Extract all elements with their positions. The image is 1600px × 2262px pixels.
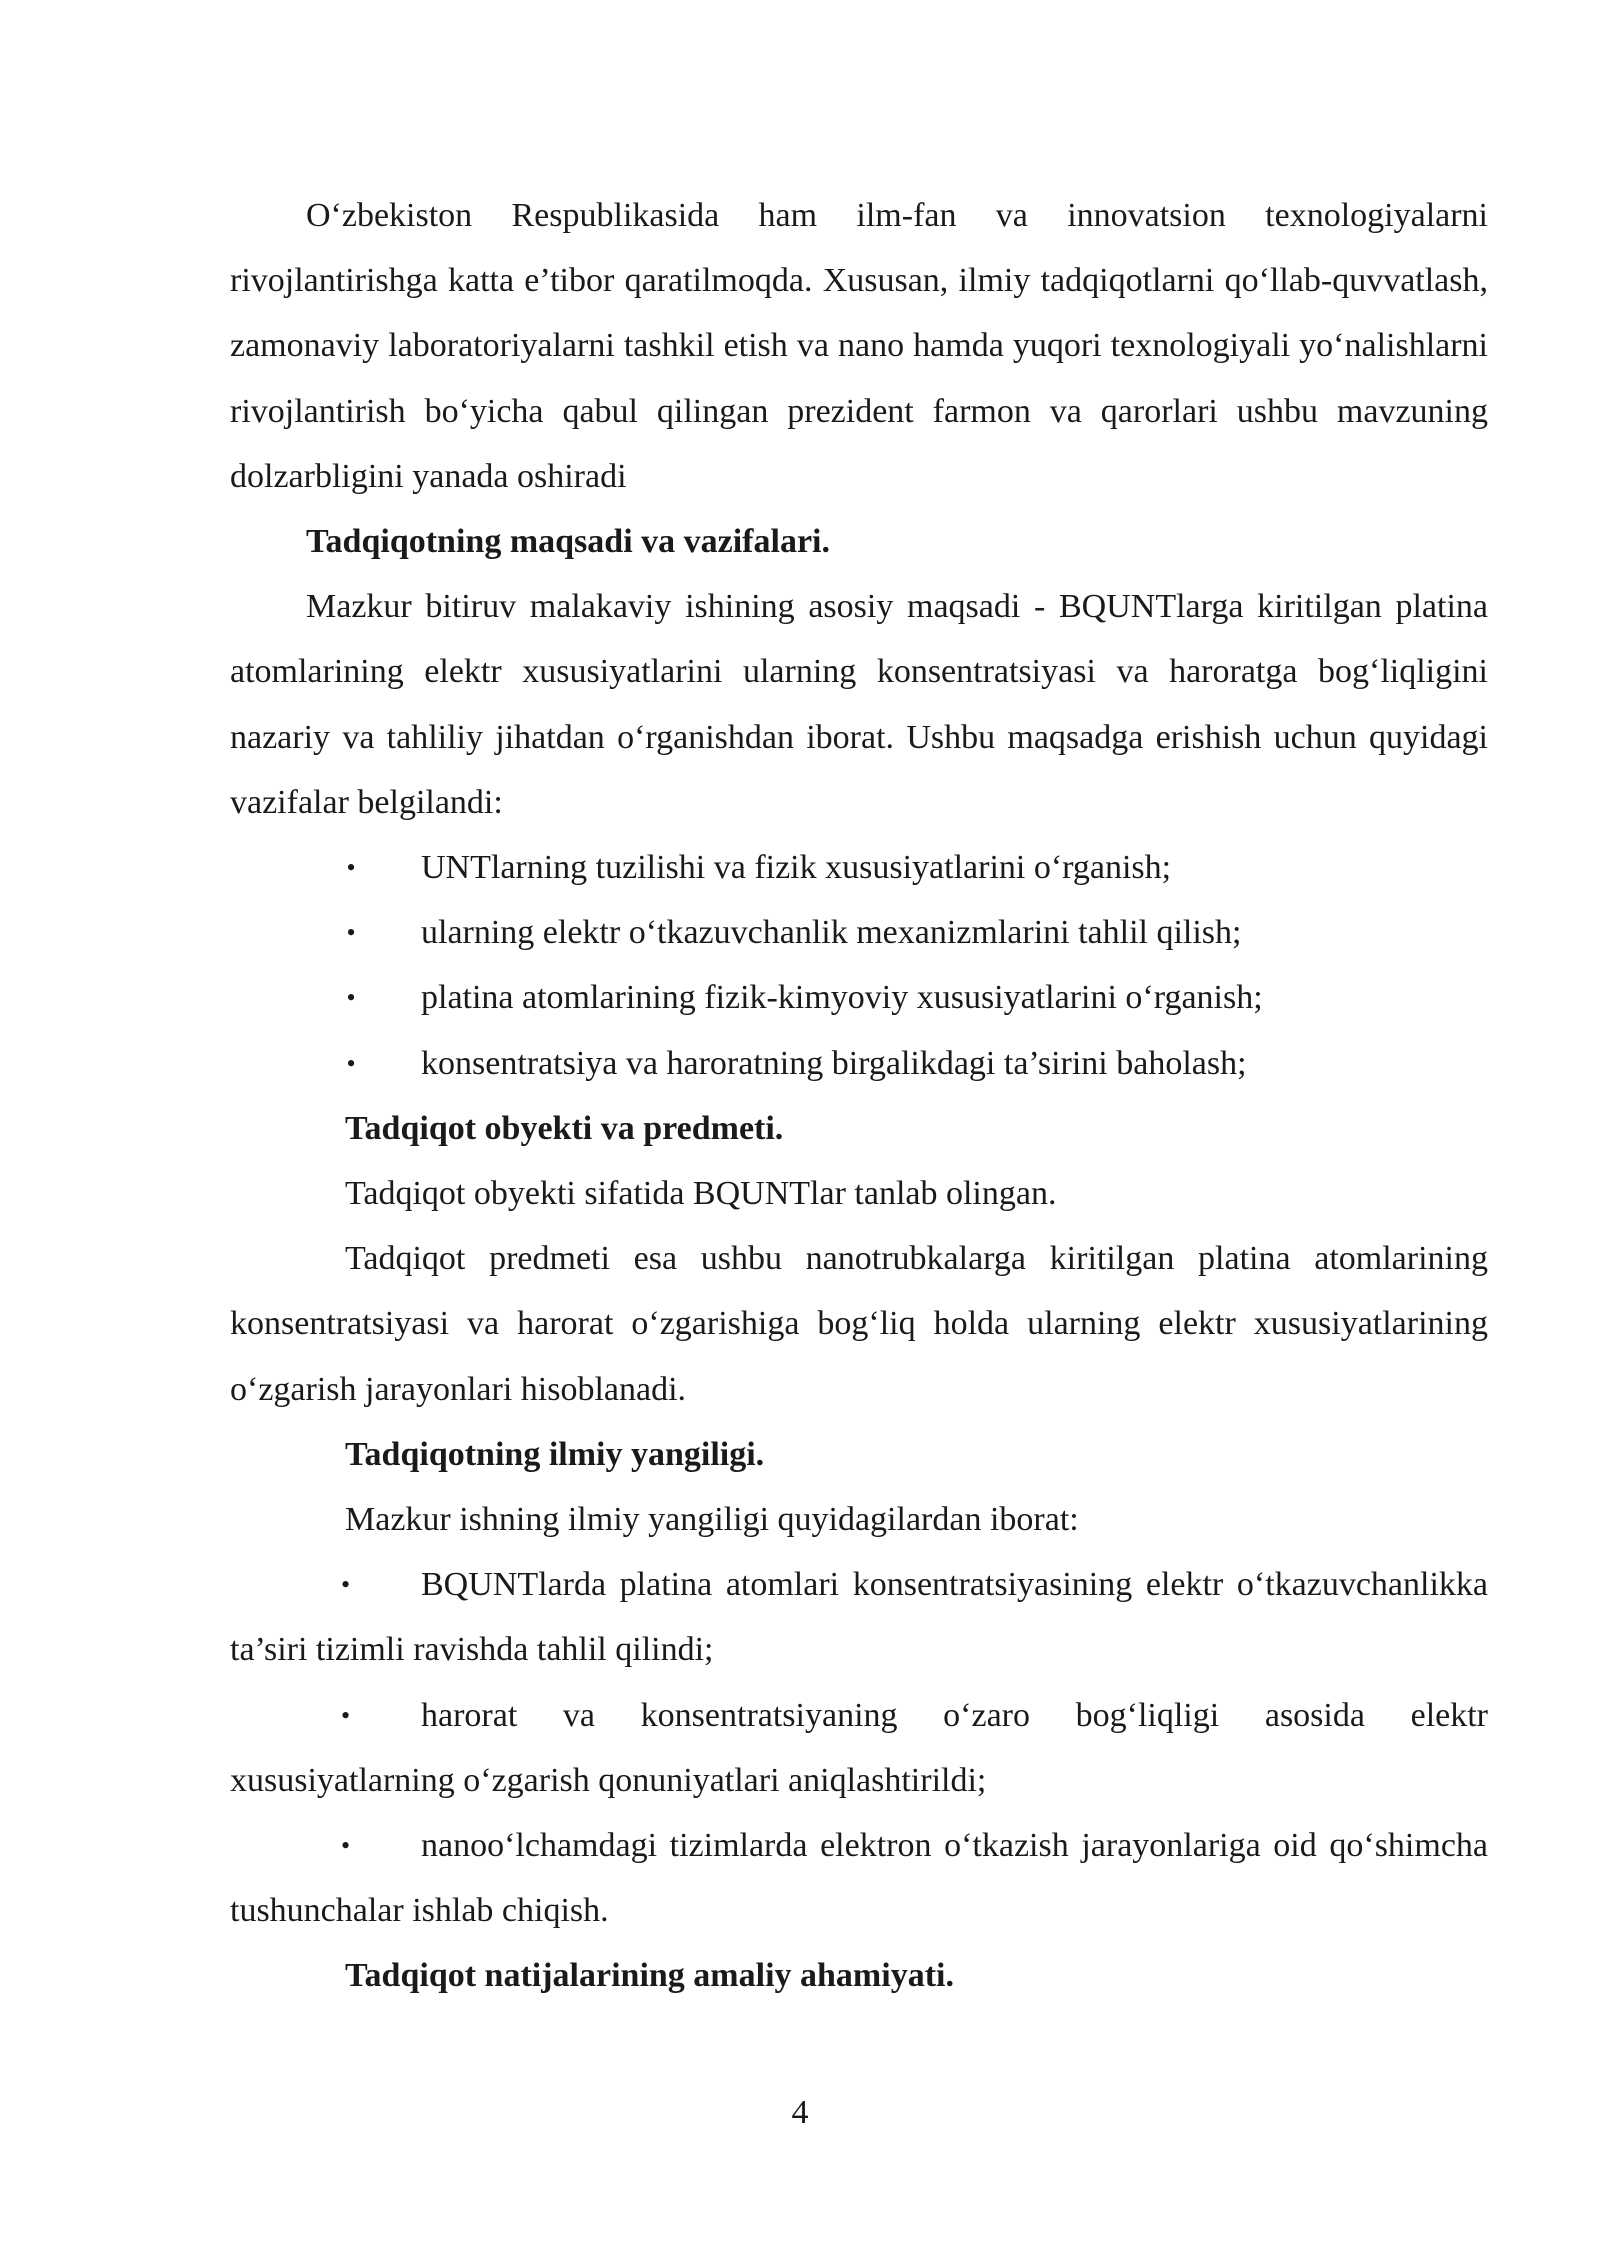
novelty-item-text: harorat va konsentratsiyaning o‘zaro bog‘liqligi asosida elektr xususiyatlarning o‘zgarish qonuniyatlari aniqlashtirildi; <box>230 1696 1488 1799</box>
list-item <box>230 1031 1488 1096</box>
intro-paragraph: O‘zbekiston Respublikasida ham ilm-fan va innovatsion texnologiyalarni rivojlantirishga katta e’tibor qaratilmoqda. Xususan, ilmiy tadqiqotlarni qo‘llab-quvvatlash, zamonaviy laboratoriyalarni tashkil etish va nano hamda yuqori texnologiyali yo‘nalishlarni rivojlantirish bo‘yicha qabul qilingan prezident farmon va qarorlari ushbu mavzuning dolzarbligini yanada oshiradi <box>230 197 1488 495</box>
bullet-icon: • <box>346 1048 356 1078</box>
object-text: Tadqiqot obyekti sifatida BQUNTlar tanlab olingan. <box>345 1175 1057 1213</box>
document-page <box>230 183 1488 2009</box>
list-item <box>230 1683 1488 1813</box>
bullet-icon: • <box>341 1700 351 1730</box>
bullet-icon: • <box>346 983 356 1013</box>
list-item <box>230 900 1488 965</box>
practical-heading: Tadqiqot natijalarining amaliy ahamiyati. <box>345 1957 954 1995</box>
novelty-item-text: BQUNTlarda platina atomlari konsentratsiyasining elektr o‘tkazuvchanlikka ta’siri tizimli ravishda tahlil qilindi; <box>230 1566 1488 1669</box>
list-item <box>230 835 1488 900</box>
novelty-intro: Mazkur ishning ilmiy yangiligi quyidagilardan iborat: <box>345 1501 1079 1539</box>
page-number: 4 <box>791 2094 809 2131</box>
task-item-text: ularning elektr o‘tkazuvchanlik mexanizmlarini tahlil qilish; <box>421 914 1242 952</box>
task-item-text: platina atomlarining fizik-kimyoviy xususiyatlarini o‘rganish; <box>421 979 1263 1017</box>
bullet-icon: • <box>341 1831 351 1861</box>
object-heading: Tadqiqot obyekti va predmeti. <box>345 1109 784 1147</box>
subject-paragraph: Tadqiqot predmeti esa ushbu nanotrubkalarga kiritilgan platina atomlarining konsentratsiyasi va harorat o‘zgarishiga bog‘liq holda ularning elektr xususiyatlarining o‘zgarish jarayonlari hisoblanadi. <box>230 1240 1488 1408</box>
novelty-heading: Tadqiqotning ilmiy yangiligi. <box>345 1435 765 1473</box>
novelty-item-text: nanoo‘lchamdagi tizimlarda elektron o‘tkazish jarayonlariga oid qo‘shimcha tushunchalar ishlab chiqish. <box>230 1827 1488 1930</box>
task-item-text: konsentratsiya va haroratning birgalikdagi ta’sirini baholash; <box>421 1044 1247 1082</box>
list-item <box>230 1813 1488 1943</box>
bullet-icon: • <box>346 918 356 948</box>
goals-paragraph: Mazkur bitiruv malakaviy ishining asosiy maqsadi - BQUNTlarga kiritilgan platina atomlarining elektr xususiyatlarini ularning konsentratsiyasi va haroratga bog‘liqligini nazariy va tahliliy jihatdan o‘rganishdan iborat. Ushbu maqsadga erishish uchun quyidagi vazifalar belgilandi: <box>230 588 1488 821</box>
list-item <box>230 1552 1488 1682</box>
task-item-text: UNTlarning tuzilishi va fizik xususiyatlarini o‘rganish; <box>421 849 1172 887</box>
list-item <box>230 965 1488 1030</box>
goals-heading: Tadqiqotning maqsadi va vazifalari. <box>306 523 830 561</box>
bullet-icon: • <box>341 1570 351 1600</box>
bullet-icon: • <box>346 853 356 883</box>
